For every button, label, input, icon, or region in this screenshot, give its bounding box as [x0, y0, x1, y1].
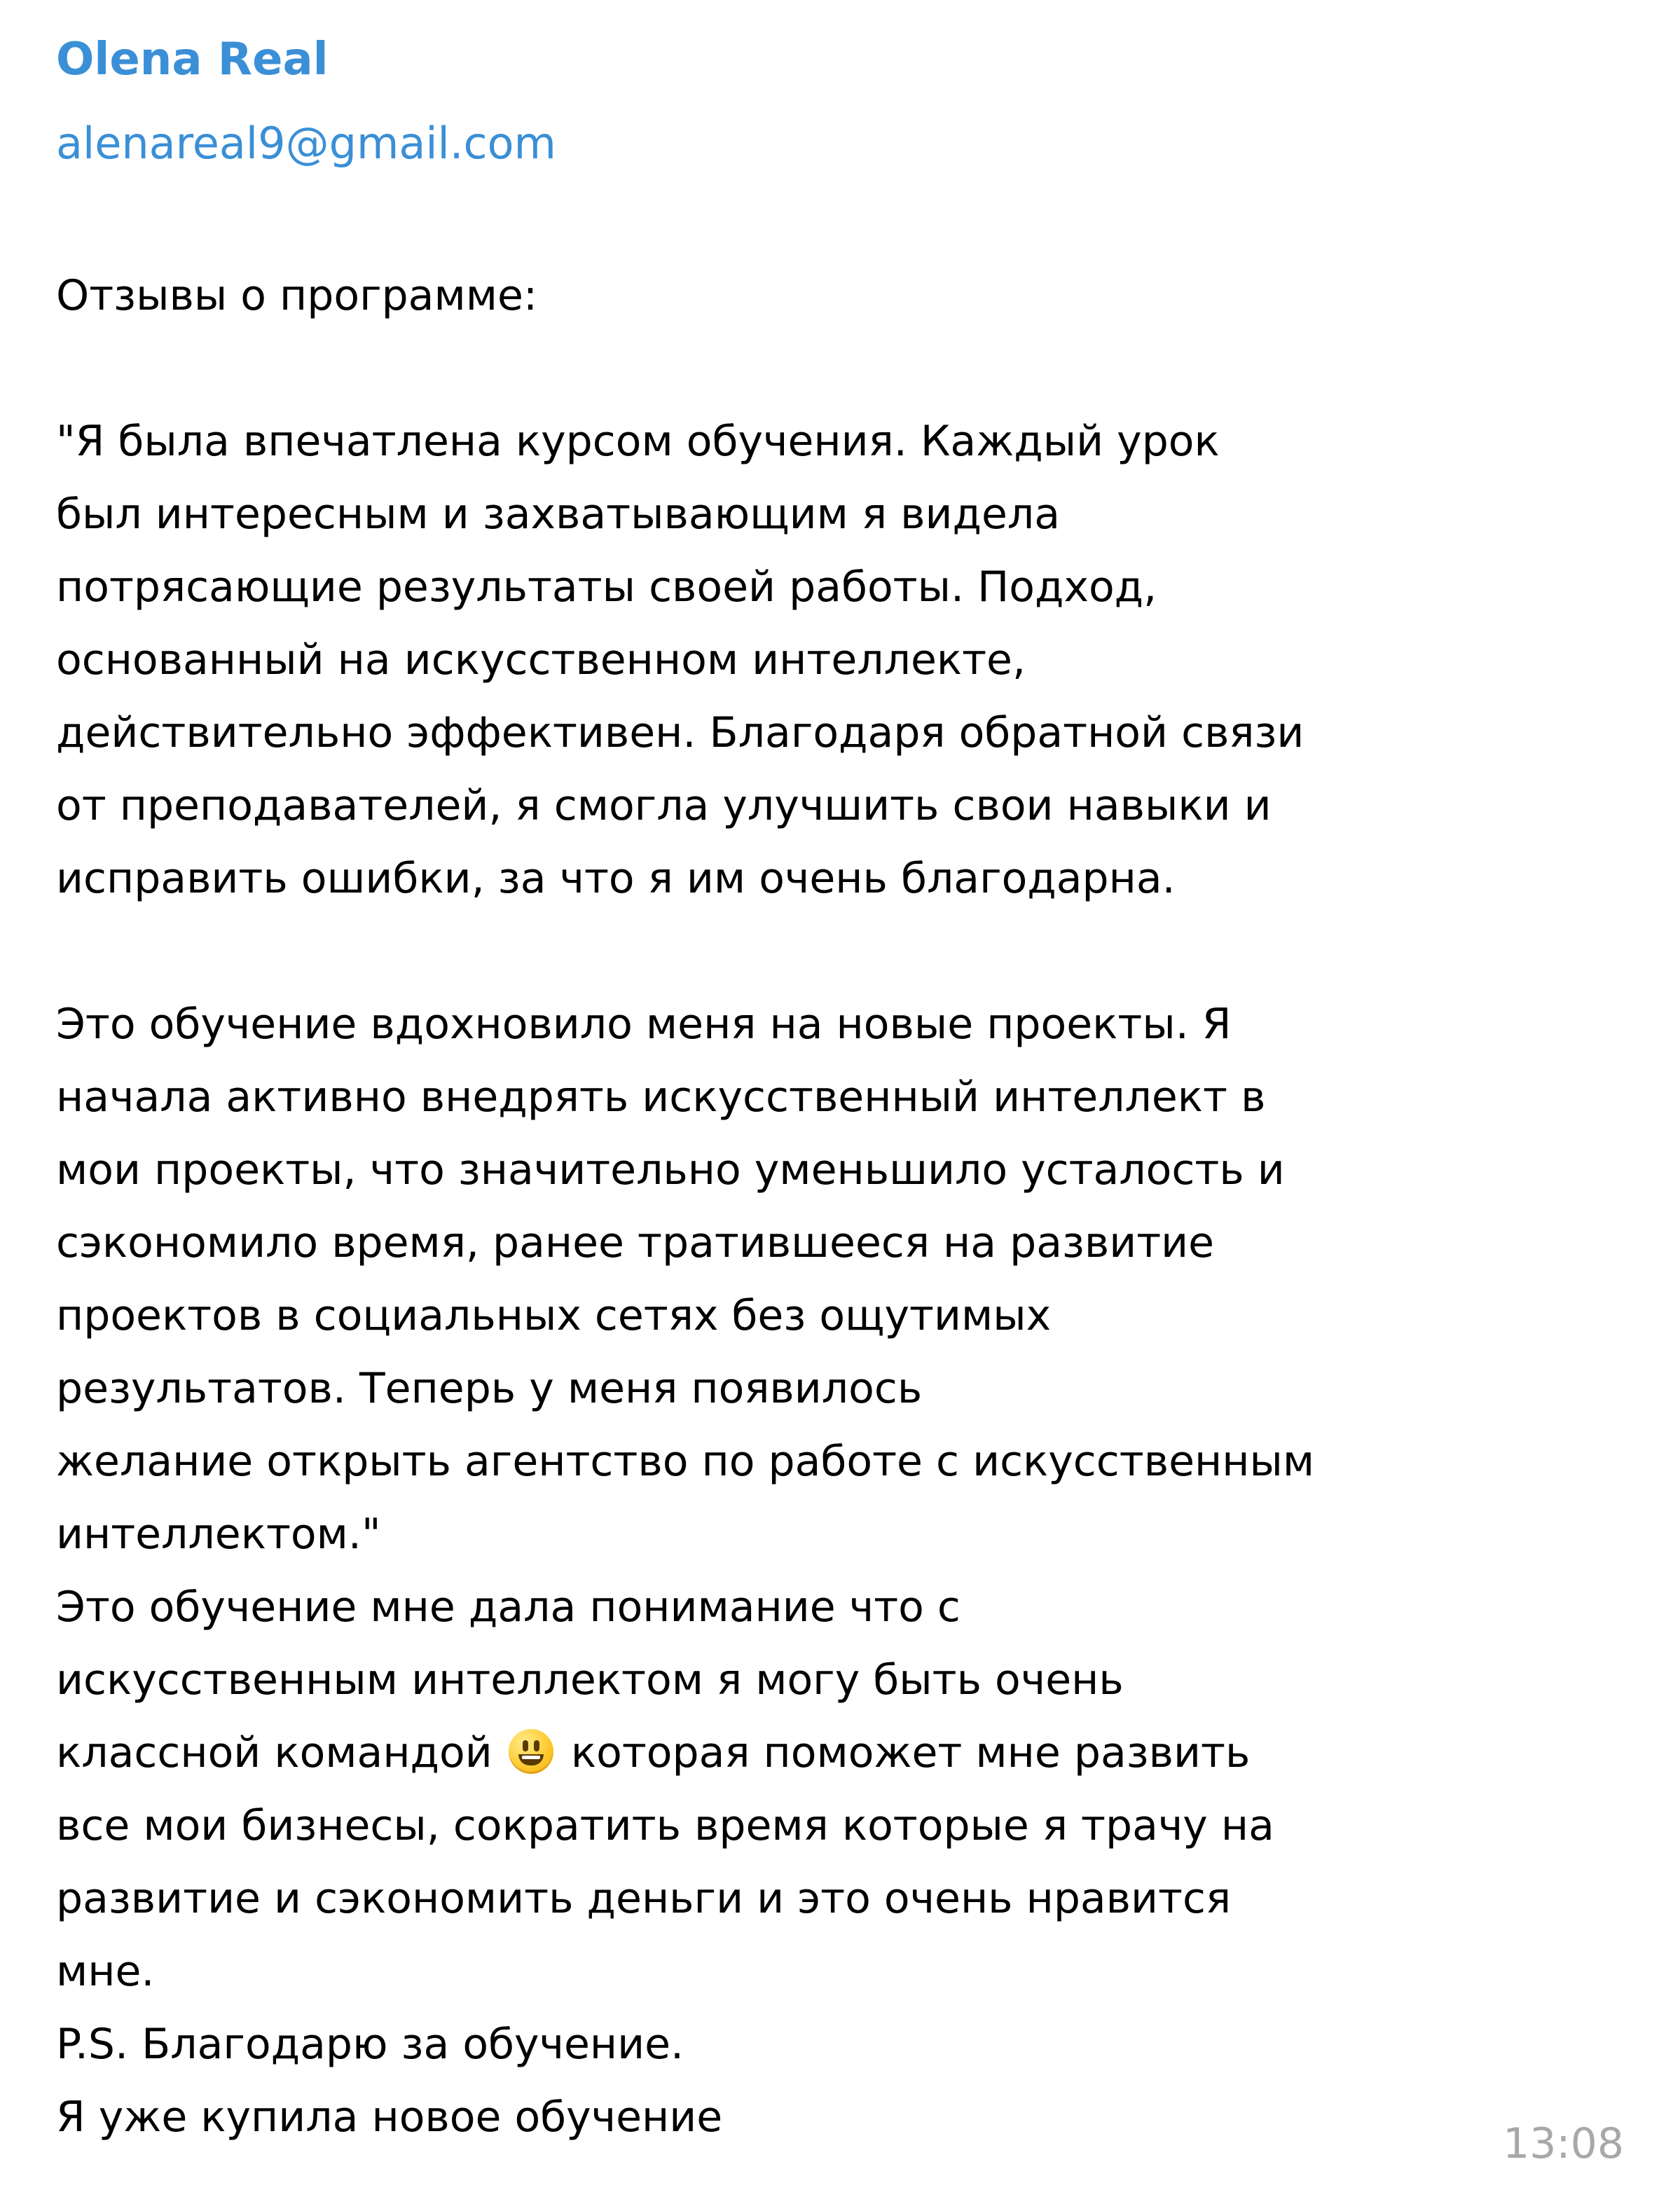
message-line: результатов. Теперь у меня появилось	[56, 1364, 923, 1413]
message-line: Я уже купила новое обучение	[56, 2093, 723, 2142]
message-line: Отзывы о программе:	[56, 271, 538, 320]
message-line: развитие и сэкономить деньги и это очень нравится	[56, 1874, 1232, 1923]
message-line: сэкономило время, ранее тратившееся на развитие	[56, 1218, 1215, 1267]
message-line: был интересным и захватывающим я видела	[56, 490, 1061, 539]
message-line: действительно эффективен. Благодаря обратной связи	[56, 708, 1304, 757]
sender-name[interactable]: Olena Real	[56, 34, 329, 85]
message-line: от преподавателей, я смогла улучшить свои навыки и	[56, 781, 1272, 830]
message-line: интеллектом."	[56, 1510, 381, 1559]
message-line: мои проекты, что значительно уменьшило усталость и	[56, 1145, 1285, 1194]
message-line-with-emoji	[56, 1716, 1639, 1789]
message-line: искусственным интеллектом я могу быть очень	[56, 1655, 1124, 1705]
message-line: Это обучение вдохновило меня на новые проекты. Я	[56, 1000, 1232, 1049]
message-line: мне.	[56, 1947, 155, 1996]
message-line: исправить ошибки, за что я им очень благодарна.	[56, 854, 1176, 903]
message-line: потрясающие результаты своей работы. Подход,	[56, 563, 1157, 612]
message-line: все мои бизнесы, сократить время которые я трачу на	[56, 1801, 1274, 1850]
sender-email-link[interactable]: alenareal9@gmail.com	[56, 118, 556, 169]
message-line: проектов в социальных сетях без ощутимых	[56, 1291, 1052, 1340]
grinning-face-icon	[509, 1729, 553, 1774]
blank-line	[56, 915, 1639, 988]
message-line: Это обучение мне дала понимание что с	[56, 1583, 961, 1632]
message-line: P.S. Благодарю за обучение.	[56, 2020, 684, 2069]
message-line: желание открыть агентство по работе с искусственным	[56, 1437, 1315, 1486]
message-line: начала активно внедрять искусственный интеллект в	[56, 1073, 1266, 1122]
message-line: "Я была впечатлена курсом обучения. Каждый урок	[56, 417, 1220, 466]
emoji-line-before: классной командой	[56, 1728, 506, 1777]
message-timestamp: 13:08	[1503, 2119, 1624, 2168]
message-line: основанный на искусственном интеллекте,	[56, 635, 1026, 684]
emoji-line-after: которая поможет мне развить	[557, 1728, 1251, 1777]
message-body	[56, 259, 1639, 2154]
blank-line	[56, 332, 1639, 405]
